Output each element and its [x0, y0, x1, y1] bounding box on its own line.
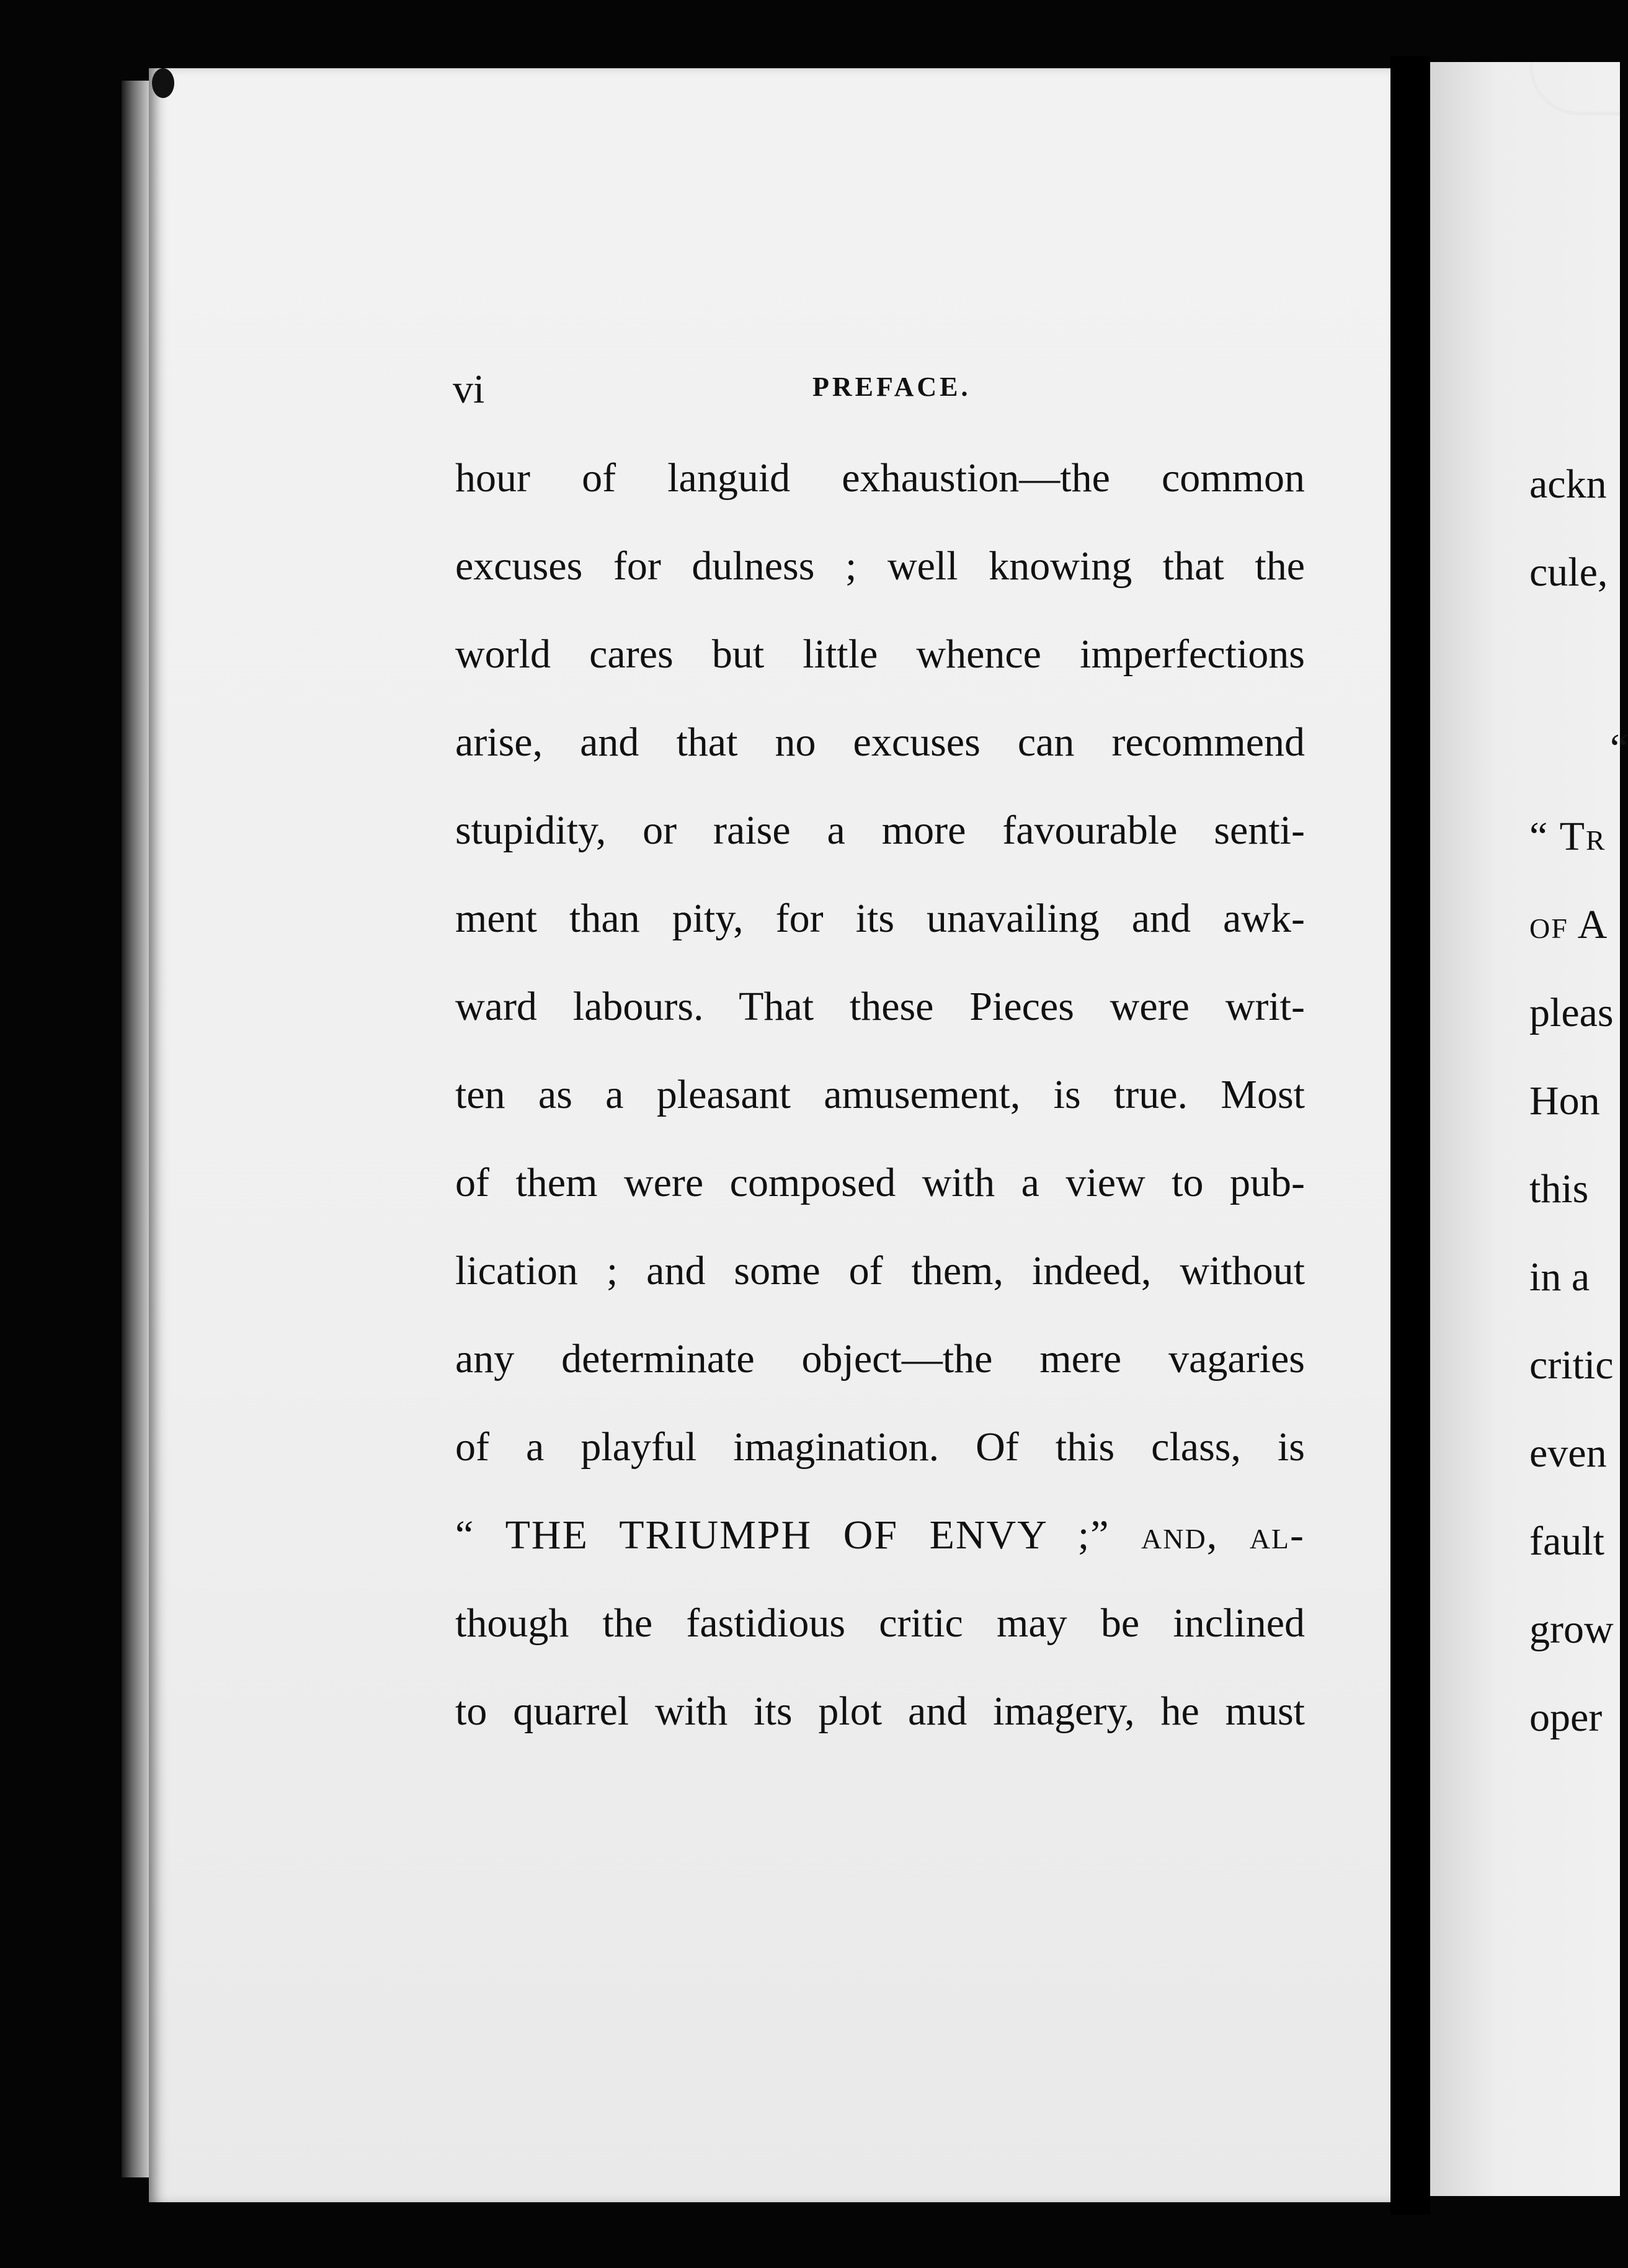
ink-spot	[152, 68, 174, 98]
text-line: hour of languid exhaustion—the common	[455, 455, 1305, 501]
page-title: PREFACE.	[812, 372, 971, 402]
text-line: of them were composed with a view to pub-	[455, 1160, 1305, 1205]
facing-text-line: “ Tr	[1529, 814, 1606, 859]
facing-text-line: fault	[1529, 1519, 1604, 1564]
text-line: lication ; and some of them, indeed, without	[455, 1248, 1305, 1293]
text-line: stupidity, or raise a more favourable senti-	[455, 808, 1305, 853]
facing-text-line: critic	[1529, 1342, 1614, 1388]
text-line: ward labours. That these Pieces were writ-	[455, 984, 1305, 1029]
facing-text-line: ackn	[1529, 462, 1607, 507]
text-line: arise, and that no excuses can recommend	[455, 720, 1305, 765]
page-number: vi	[453, 367, 485, 412]
text-line: to quarrel with its plot and imagery, he must	[455, 1689, 1305, 1734]
text-line: of a playful imagination. Of this class, is	[455, 1424, 1305, 1470]
facing-text-line: pleas	[1529, 990, 1614, 1035]
facing-page	[1430, 62, 1628, 2196]
text-line: any determinate object—the mere vagaries	[455, 1336, 1305, 1382]
body-text	[455, 455, 1305, 1779]
facing-text-line: even	[1529, 1431, 1607, 1476]
book-edge	[122, 81, 150, 2177]
facing-text-line: oper	[1529, 1695, 1603, 1740]
facing-text-line: of A	[1529, 902, 1609, 947]
page-corner	[1529, 62, 1620, 115]
text-line: excuses for dulness ; well knowing that the	[455, 543, 1305, 589]
text-line: ment than pity, for its unavailing and awk-	[455, 896, 1305, 941]
text-line: “ THE TRIUMPH OF ENVY ;” and, al-	[455, 1512, 1305, 1558]
text-line: world cares but little whence imperfections	[455, 632, 1305, 677]
facing-text-line: “	[1610, 726, 1628, 771]
facing-text-line: this	[1529, 1166, 1589, 1212]
facing-text-line: cule,	[1529, 550, 1608, 595]
running-head	[453, 366, 1309, 416]
text-line: though the fastidious critic may be inclined	[455, 1601, 1305, 1646]
facing-text-line: Hon	[1529, 1078, 1600, 1123]
facing-text-line: in a	[1529, 1254, 1590, 1300]
text-line: ten as a pleasant amusement, is true. Most	[455, 1072, 1305, 1117]
book-gutter	[1390, 56, 1430, 2215]
facing-text-line: grow	[1529, 1607, 1614, 1652]
